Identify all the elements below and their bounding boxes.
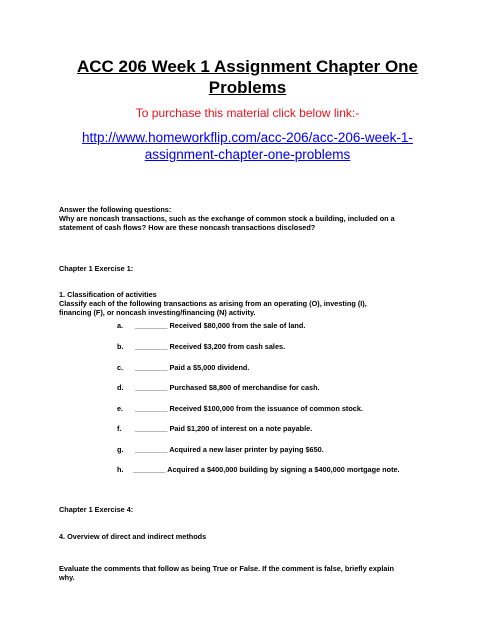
list-item-text: ________ Purchased $8,800 of merchandise for cash. xyxy=(135,383,320,392)
list-item-text: ________ Received $3,200 from cash sales. xyxy=(135,342,286,351)
list-item-letter: d. xyxy=(117,383,124,392)
exercise-4-heading: Chapter 1 Exercise 4: xyxy=(59,505,134,514)
list-item-letter: b. xyxy=(117,342,124,351)
exercise-1-heading: Chapter 1 Exercise 1: xyxy=(59,264,134,273)
list-item-text: ________ Acquired a $400,000 building by signing a $400,000 mortgage note. xyxy=(133,465,400,474)
list-item-letter: g. xyxy=(117,445,124,454)
intro-heading: Answer the following questions: xyxy=(59,205,172,214)
exercise-4-instruction-line-1: Evaluate the comments that follow as being True or False. If the comment is false, briefly explain xyxy=(59,564,394,573)
list-item-text: ________ Acquired a new laser printer by paying $650. xyxy=(135,445,324,454)
document-title-line-1: ACC 206 Week 1 Assignment Chapter One xyxy=(76,57,419,76)
document-title-line-2: Problems xyxy=(208,78,287,97)
list-item-letter: c. xyxy=(117,363,124,372)
list-item-letter: a. xyxy=(117,321,124,330)
intro-question-line-1: Why are noncash transactions, such as the exchange of common stock a building, included on a xyxy=(59,214,395,223)
intro-question-line-2: statement of cash flows? How are these noncash transactions disclosed? xyxy=(59,223,316,232)
list-item-letter: e. xyxy=(117,404,124,413)
purchase-link-line-1[interactable]: http://www.homeworkflip.com/acc-206/acc-206-week-1- xyxy=(82,130,413,145)
list-item-letter: h. xyxy=(117,465,124,474)
list-item-text: ________ Received $80,000 from the sale of land. xyxy=(135,321,306,330)
list-item-letter: f. xyxy=(117,424,122,433)
exercise-1-instruction-line-2: financing (F), or noncash investing/financing (N) activity. xyxy=(59,308,256,317)
purchase-instruction: To purchase this material click below link:- xyxy=(135,106,360,120)
exercise-1-instruction-line-1: Classify each of the following transactions as arising from an operating (O), investing (I), xyxy=(59,299,367,308)
exercise-4-instruction-line-2: why. xyxy=(59,573,75,582)
list-item-text: ________ Paid a $5,000 dividend. xyxy=(135,363,250,372)
exercise-4-subheading: 4. Overview of direct and indirect methods xyxy=(59,532,207,541)
list-item-text: ________ Received $100,000 from the issuance of common stock. xyxy=(135,404,363,413)
purchase-link-line-2[interactable]: assignment-chapter-one-problems xyxy=(144,147,351,162)
list-item-text: ________ Paid $1,200 of interest on a note payable. xyxy=(135,424,313,433)
exercise-1-subheading: 1. Classification of activities xyxy=(59,290,157,299)
